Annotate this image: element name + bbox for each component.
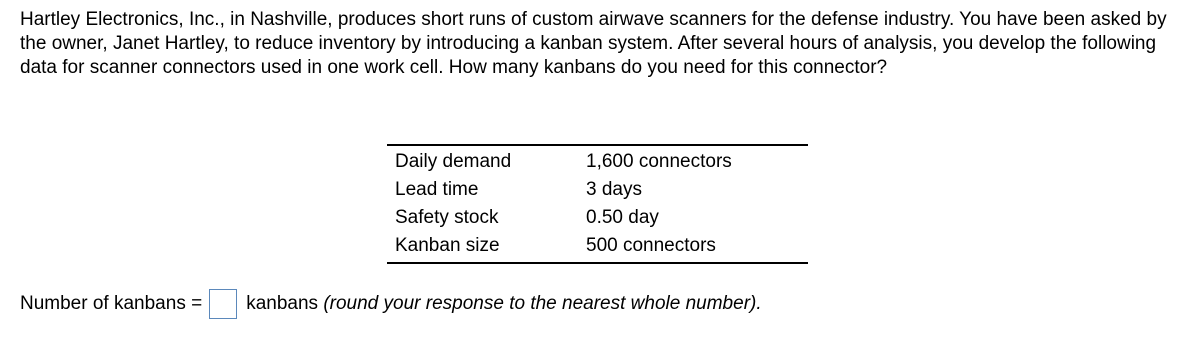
table-row xyxy=(387,145,808,176)
answer-prefix-label: Number of kanbans = xyxy=(20,293,203,314)
kanbans-answer-input[interactable] xyxy=(209,289,237,319)
kanban-data-table xyxy=(387,144,808,264)
answer-unit-label: kanbans xyxy=(246,293,319,314)
table-row xyxy=(387,176,808,204)
row-value-daily-demand: 1,600 connectors xyxy=(586,151,732,172)
row-label-safety-stock: Safety stock xyxy=(395,207,499,228)
question-text: Hartley Electronics, Inc., in Nashville, produces short runs of custom airwave scanners for the defense industry. You have been asked by the owner, Janet Hartley, to reduce inventory by introducing a kanban system. After several hours of analysis, you develop the following data for scanner connectors used in one work cell. How many kanbans do you need for this connector? xyxy=(20,9,1167,78)
answer-row xyxy=(20,286,762,322)
rounding-instruction: (round your response to the nearest whole number). xyxy=(323,293,762,314)
row-label-daily-demand: Daily demand xyxy=(395,151,512,172)
row-label-kanban-size: Kanban size xyxy=(395,235,500,256)
row-value-lead-time: 3 days xyxy=(586,179,642,200)
row-value-safety-stock: 0.50 day xyxy=(586,207,659,228)
table-row xyxy=(387,232,808,263)
table-row xyxy=(387,204,808,232)
row-label-lead-time: Lead time xyxy=(395,179,479,200)
row-value-kanban-size: 500 connectors xyxy=(586,235,716,256)
